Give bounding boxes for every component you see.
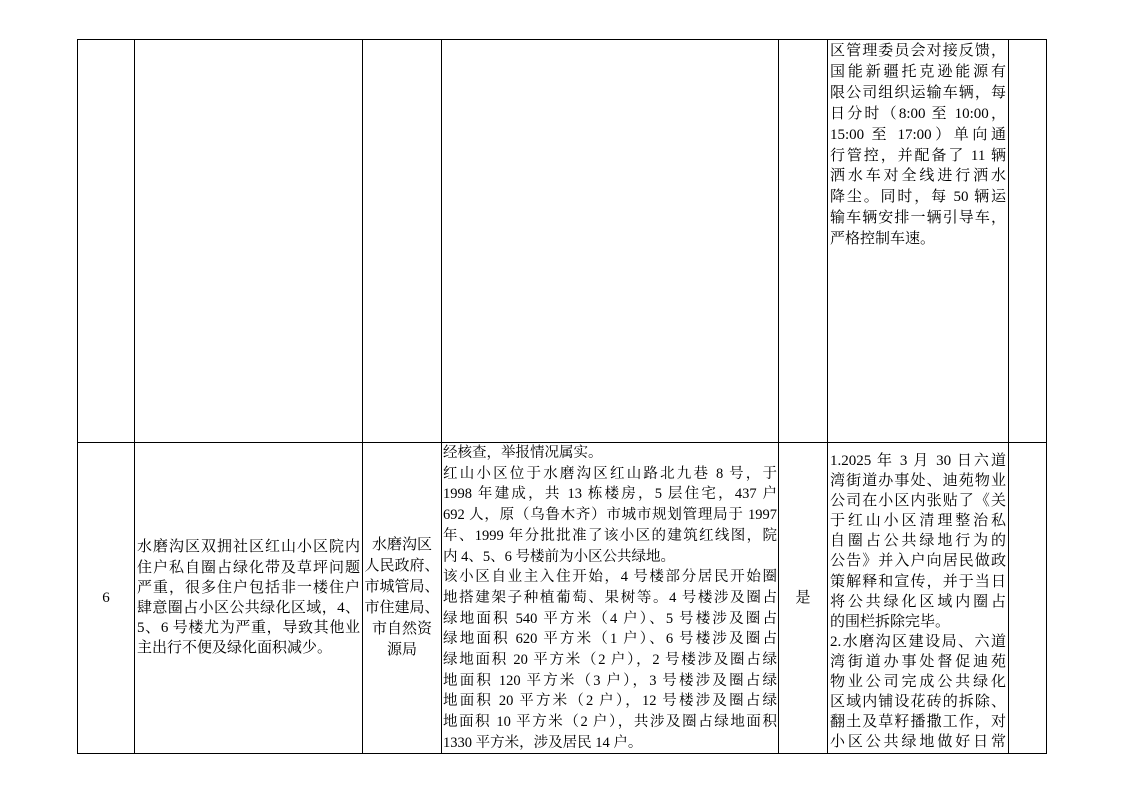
row2-number-cell [77,442,135,754]
text-line: 绿地面积 540 平方米（4 户）、5 号楼涉及圈占 [443,610,777,627]
text-line: 物业公司完成公共绿化 [830,674,1006,691]
row2-findings-cell [441,442,779,754]
text-line: 于红山小区清理整治私 [830,513,1006,530]
row1-remarks-cell [1008,39,1047,443]
text-line: 内 4、5、6 号楼前为小区公共绿地。 [443,548,675,565]
text-line: 市自然资 [371,621,432,637]
row1-department-cell [362,39,442,443]
text-line: 区域内铺设花砖的拆除、 [830,694,1006,711]
text-line: 湾街道办事处、迪苑物业 [830,473,1006,490]
row-number: 6 [102,590,110,606]
text-line: 692 人，原（乌鲁木齐）市城市规划管理局于 1997 [443,507,777,524]
text-line: 5、6 号楼尤为严重，导致其他业 [137,620,360,637]
text-line: 严格控制车速。 [830,231,936,248]
text-line: 15:00 至 17:00）单向通 [830,126,1006,143]
text-line: 降尘。同时，每 50 辆运 [830,189,1006,206]
text-line: 公司在小区内张贴了《关 [830,493,1006,510]
text-line: 自圈占公共绿地行为的 [830,533,1006,550]
text-line: 1330 平方米，涉及居民 14 户。 [443,734,643,751]
row2-remarks-cell [1008,442,1047,754]
text-line: 肆意圈占小区公共绿化区域，4、 [137,600,360,616]
row1-problem-cell [134,39,363,443]
row2-measures-cell [827,442,1009,754]
text-line: 输车辆安排一辆引导车， [830,210,1006,227]
text-line: 绿地面积 20 平方米（2 户），2 号楼涉及圈占绿 [443,652,777,669]
text-line: 地面积 10 平方米（2 户），共涉及圈占绿地面积 [443,714,777,731]
text-line: 1.2025 年 3 月 30 日六道 [830,453,1006,469]
text-line: 水磨沟区 [371,537,432,553]
text-line: 该小区自业主入住开始，4 号楼部分居民开始圈 [443,569,777,586]
text-line: 行管控，并配备了 11 辆 [830,147,1006,164]
text-line: 严重，很多住户包括非一楼住户 [137,579,360,596]
text-line: 1998 年建成，共 13 栋楼房，5 层住宅，437 户 [443,486,777,503]
text-line: 红山小区位于水磨沟区红山路北九巷 8 号，于 [443,465,777,482]
text-line: 地面积 120 平方米（3 户），3 号楼涉及圈占绿 [443,672,777,689]
text-line: 翻土及草籽播撒工作，对 [830,714,1006,731]
text-line: 年、1999 年分批批准了该小区的建筑红线图，院 [443,527,777,544]
row2-substantiated-cell [778,442,828,754]
row1-measures-cell [827,39,1009,443]
text-line: 的围栏拆除完毕。 [830,613,951,630]
row1-substantiated-cell [778,39,828,443]
text-line: 限公司组织运输车辆，每 [830,84,1006,101]
text-line: 地搭建架子种植葡萄、果树等。4 号楼涉及圈占 [443,589,777,606]
text-line: 市城管局、 [364,579,440,595]
text-line: 将公共绿化区域内圈占 [830,593,1006,610]
text-line: 住户私自圈占绿化带及草坪问题 [137,559,360,576]
row1-number-cell [77,39,135,443]
text-line: 湾街道办事处督促迪苑 [830,653,1006,670]
text-line: 经核查，举报情况属实。 [443,445,603,461]
row1-findings-cell [441,39,779,443]
row2-problem-cell [134,442,363,754]
text-line: 洒水车对全线进行洒水 [830,168,1006,185]
text-line: 2.水磨沟区建设局、六道 [830,633,1006,650]
text-line: 区管理委员会对接反馈， [830,43,1006,59]
text-line: 国能新疆托克逊能源有 [830,63,1006,80]
text-line: 水磨沟区双拥社区红山小区院内 [137,539,360,556]
row2-department-cell [362,442,442,754]
text-line: 策解释和宣传，并于当日 [830,573,1006,590]
text-line: 公告》并入户向居民做政 [830,553,1006,570]
text-line: 地面积 20 平方米（2 户），12 号楼涉及圈占绿 [443,693,777,710]
text-line: 主出行不便及绿化面积减少。 [137,640,333,657]
substantiated-value: 是 [795,590,811,606]
text-line: 小区公共绿地做好日常 [830,734,1006,751]
text-line: 日分时（8:00 至 10:00， [830,105,1006,122]
text-line: 市住建局、 [364,600,440,616]
text-line: 绿地面积 620 平方米（1 户）、6 号楼涉及圈占 [443,631,777,648]
text-line: 人民政府、 [364,558,440,574]
text-line: 源局 [386,642,417,658]
